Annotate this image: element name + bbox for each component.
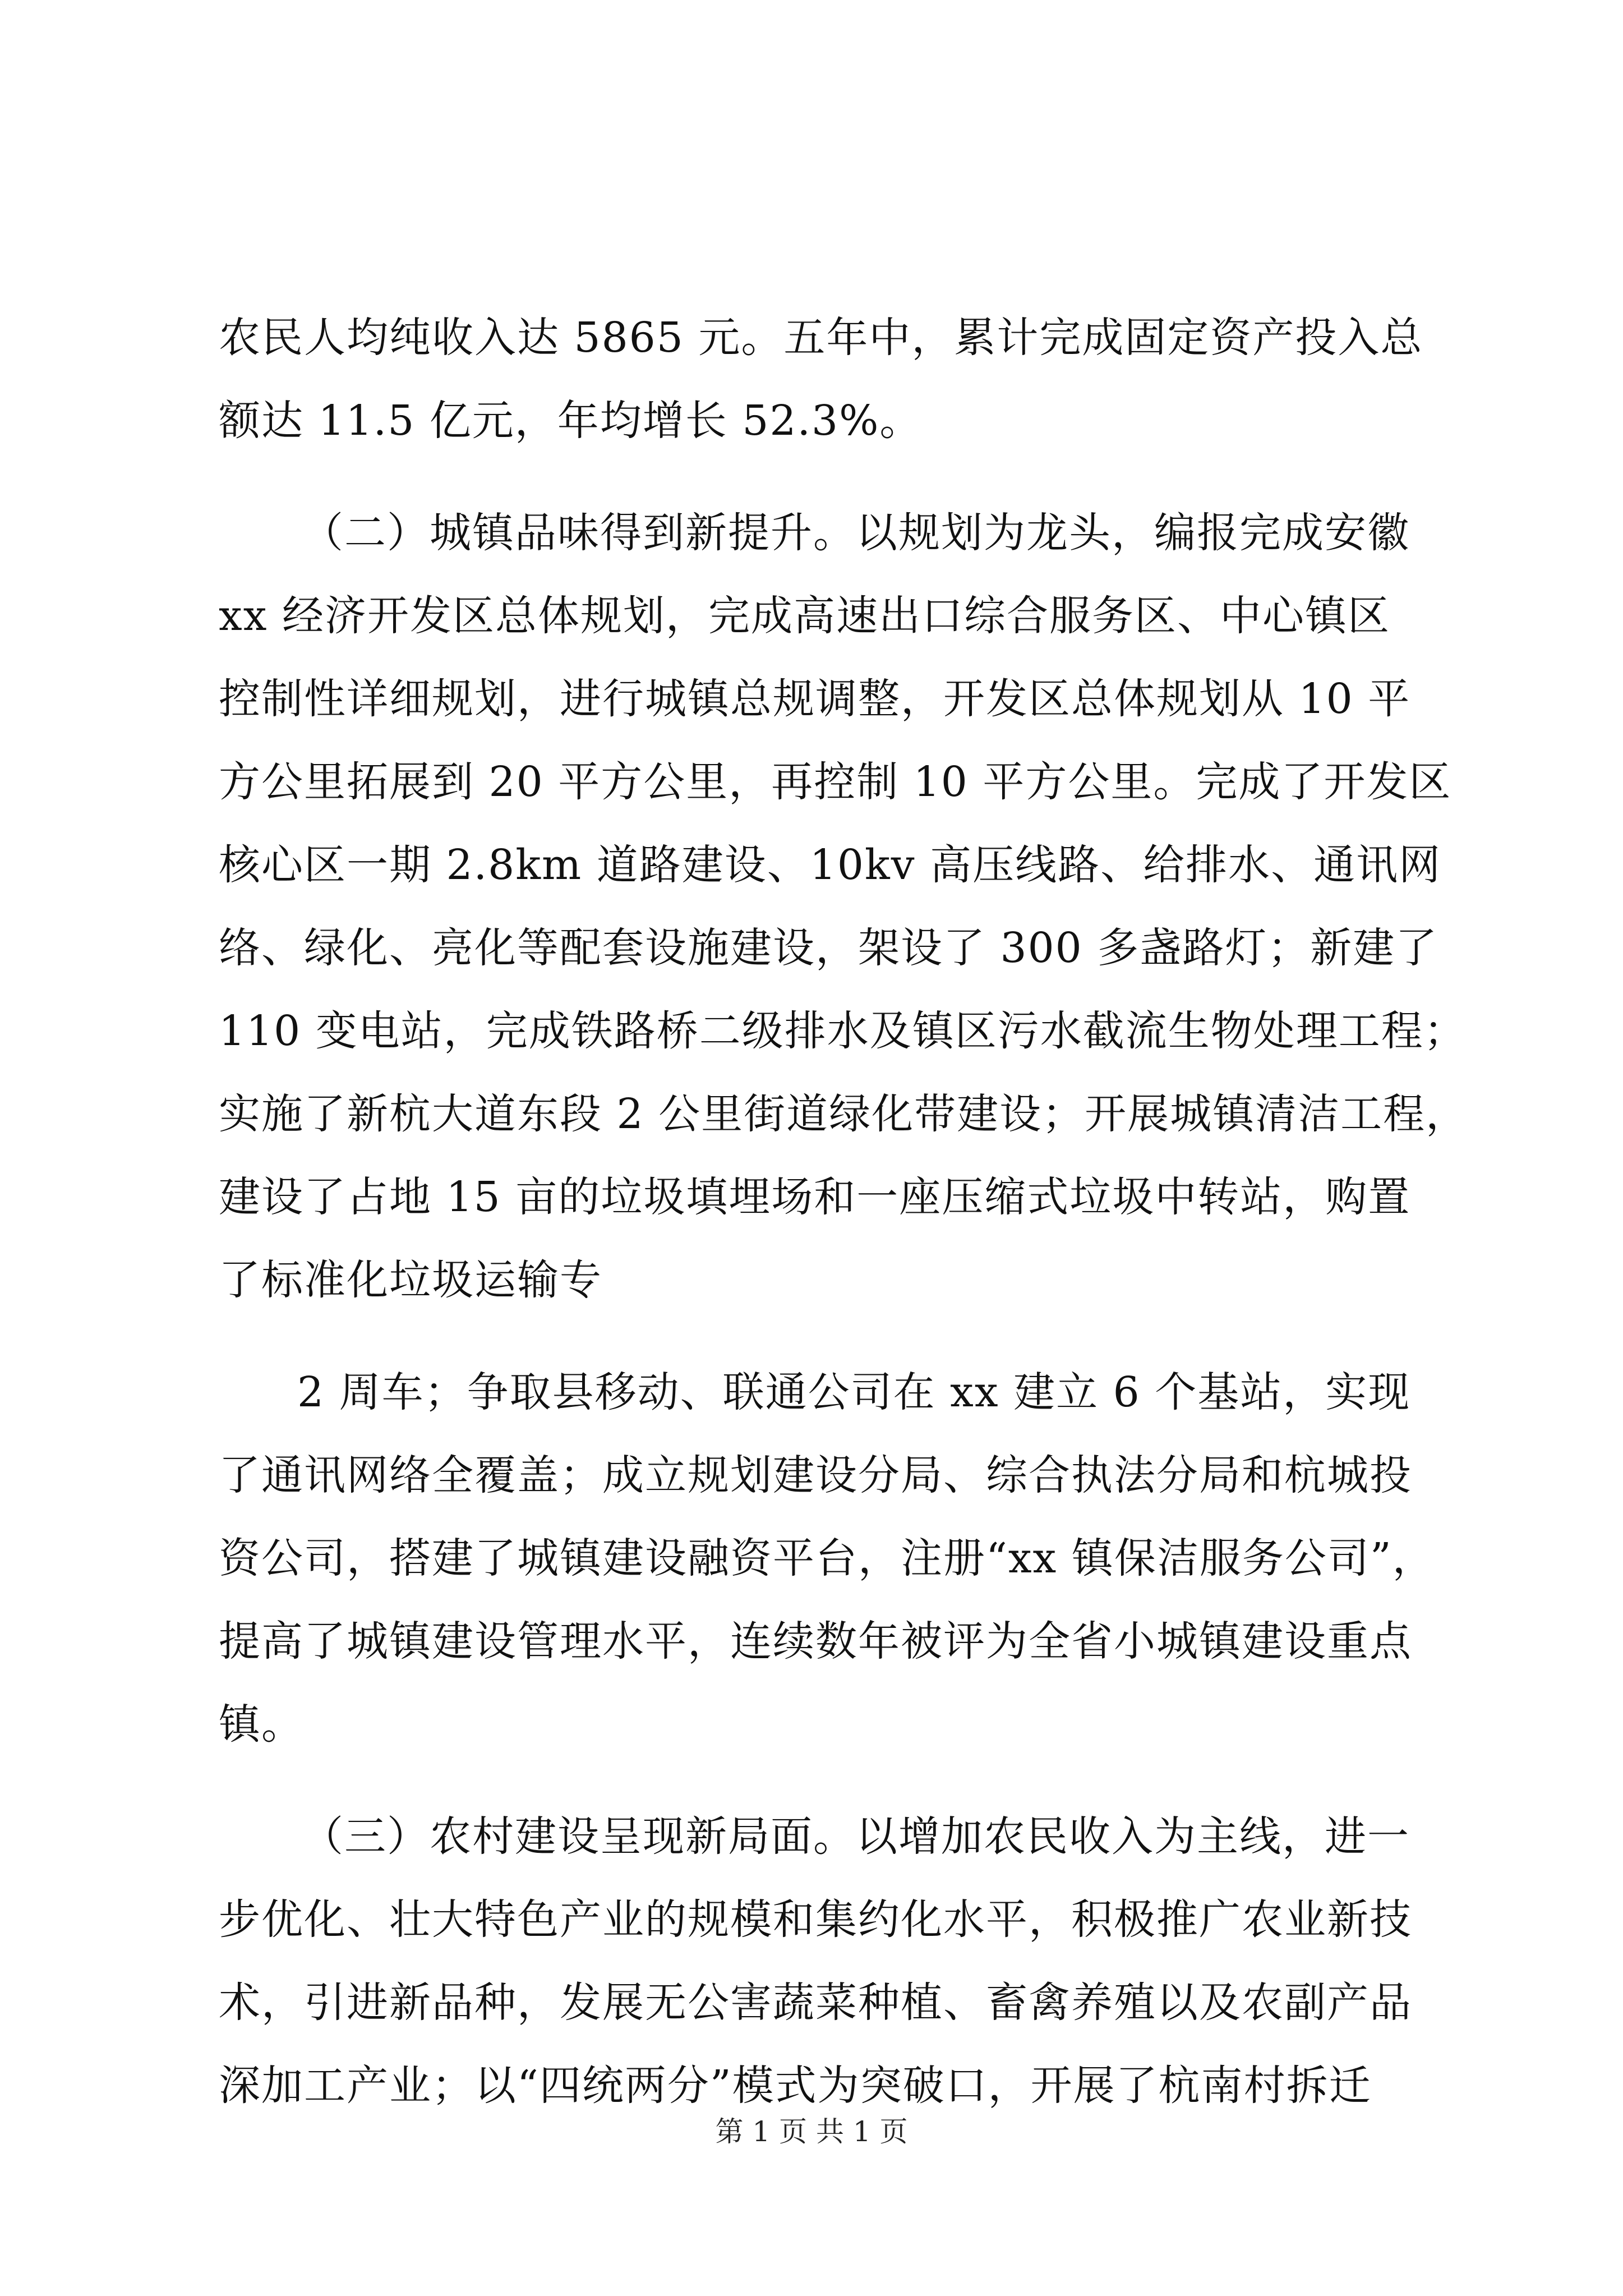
text-line: 方公里拓展到 20 平方公里，再控制 10 平方公里。完成了开发区 [219, 758, 1452, 806]
text-line: 深加工产业；以“四统两分”模式为突破口，开展了杭南村拆迁 [219, 2062, 1372, 2110]
paragraph-gap [219, 1322, 1475, 1351]
text-line: 了标准化垃圾运输专 [219, 1256, 602, 1304]
paragraph-gap [219, 462, 1475, 491]
page-footer: 第 1 页 共 1 页 [715, 2115, 908, 2148]
text-line: 了通讯网络全覆盖；成立规划建设分局、综合执法分局和杭城投 [219, 1451, 1412, 1499]
text-line: 步优化、壮大特色产业的规模和集约化水平，积极推广农业新技 [219, 1895, 1412, 1944]
paragraph-heading-line: （二）城镇品味得到新提升。以规划为龙头，编报完成安徽 [302, 509, 1410, 557]
text-line: 术，引进新品种，发展无公害蔬菜种植、畜禽养殖以及农副产品 [219, 1978, 1412, 2027]
text-line: 镇。 [219, 1700, 304, 1749]
text-line: 农民人均纯收入达 5865 元。五年中，累计完成固定资产投入总 [219, 314, 1423, 362]
text-line: 提高了城镇建设管理水平，连续数年被评为全省小城镇建设重点 [219, 1617, 1412, 1665]
text-line: 2 周车；争取县移动、联通公司在 xx 建立 6 个基站，实现 [297, 1368, 1411, 1416]
text-line: 络、绿化、亮化等配套设施建设，架设了 300 多盏路灯；新建了 [219, 924, 1438, 972]
text-line: xx 经济开发区总体规划，完成高速出口综合服务区、中心镇区 [219, 592, 1390, 640]
text-line: 实施了新杭大道东段 2 公里街道绿化带建设；开展城镇清洁工程， [219, 1090, 1469, 1138]
text-line: 资公司，搭建了城镇建设融资平台，注册“xx 镇保洁服务公司”， [219, 1534, 1435, 1582]
paragraph-gap [219, 1766, 1475, 1795]
text-line: 核心区一期 2.8km 道路建设、10kv 高压线路、给排水、通讯网 [219, 841, 1442, 889]
text-line: 控制性详细规划，进行城镇总规调整，开发区总体规划从 10 平 [219, 675, 1411, 723]
paragraph-heading-line: （三）农村建设呈现新局面。以增加农民收入为主线，进一 [302, 1812, 1410, 1861]
document-body [219, 296, 1475, 2127]
text-line: 110 变电站，完成铁路桥二级排水及镇区污水截流生物处理工程； [219, 1007, 1467, 1055]
text-line: 额达 11.5 亿元，年均增长 52.3%。 [219, 397, 923, 445]
text-line: 建设了占地 15 亩的垃圾填埋场和一座压缩式垃圾中转站，购置 [219, 1173, 1411, 1221]
